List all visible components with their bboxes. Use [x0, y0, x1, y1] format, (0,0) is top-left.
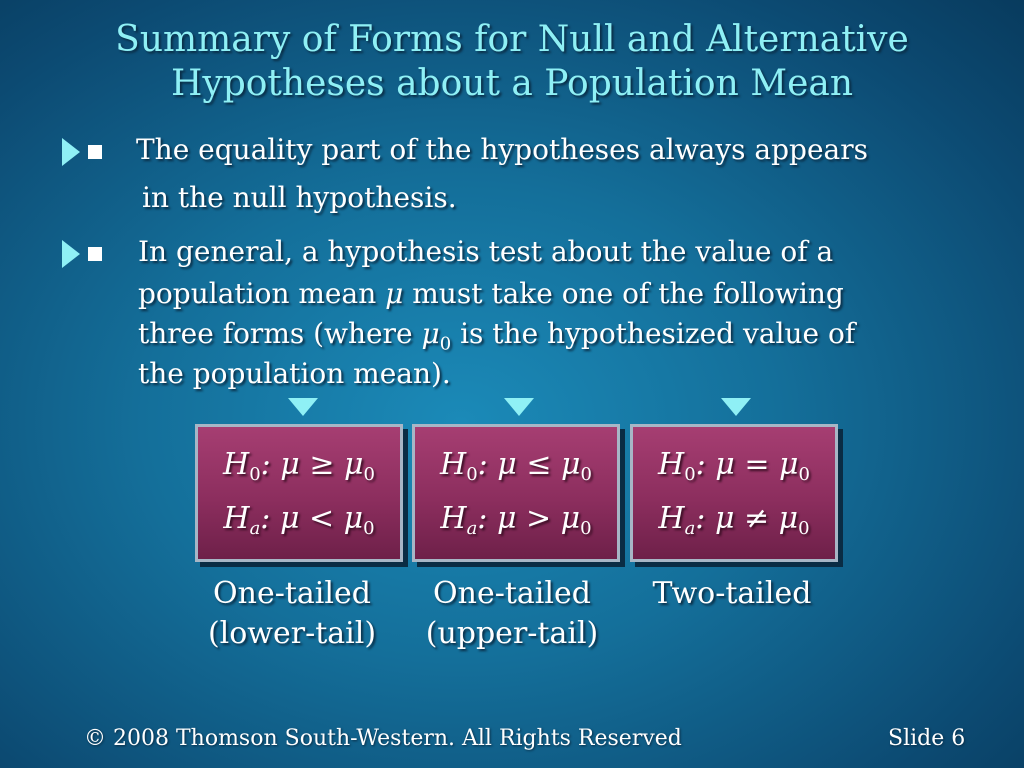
relation: : μ ≠ μ — [695, 501, 799, 536]
label-two-tailed — [612, 574, 852, 614]
mu-subscript: 0 — [363, 518, 375, 539]
form-box-upper-tail — [412, 424, 620, 562]
h-symbol: H — [223, 501, 250, 536]
slide-title — [0, 18, 1024, 106]
title-line-1: Summary of Forms for Null and Alternative — [115, 19, 909, 60]
slide-number: Slide 6 — [888, 726, 966, 751]
bullet2-line1: In general, a hypothesis test about the value of a — [138, 235, 834, 268]
mu-subscript: 0 — [798, 518, 810, 539]
down-arrow-icon — [288, 398, 318, 416]
null-hypothesis — [415, 447, 617, 485]
label-line-1: Two-tailed — [652, 576, 812, 611]
bullet2-line3-a: three forms (where — [138, 317, 413, 350]
alternative-hypothesis — [415, 501, 617, 539]
bullet-marker — [62, 240, 108, 268]
mu-subscript: 0 — [580, 464, 592, 485]
mu-subscript: 0 — [580, 518, 592, 539]
h-symbol: H — [658, 447, 685, 482]
down-arrow-icon — [504, 398, 534, 416]
square-bullet-icon — [88, 247, 102, 261]
null-hypothesis — [633, 447, 835, 485]
relation: : μ ≤ μ — [477, 447, 581, 482]
mu-symbol: μ — [421, 317, 440, 350]
h-symbol: H — [658, 501, 685, 536]
mu-subscript: 0 — [439, 333, 452, 355]
copyright-footer: © 2008 Thomson South-Western. All Rights Reserved — [84, 726, 682, 751]
square-bullet-icon — [88, 145, 102, 159]
triangle-pointer-icon — [62, 240, 80, 268]
label-upper-tail — [392, 574, 632, 654]
relation: : μ = μ — [695, 447, 799, 482]
mu-symbol: μ — [385, 277, 404, 310]
form-box-two-tailed — [630, 424, 838, 562]
bullet2-line2-b: must take one of the following — [412, 277, 844, 310]
bullet2-line3-b: is the hypothesized value of — [460, 317, 856, 350]
relation: : μ < μ — [260, 501, 364, 536]
mu-subscript: 0 — [798, 464, 810, 485]
h-symbol: H — [440, 447, 467, 482]
label-line-1: One-tailed — [213, 576, 371, 611]
bullet1-line2: in the null hypothesis. — [142, 181, 457, 214]
h-subscript: 0 — [466, 464, 478, 485]
h-subscript: 0 — [249, 464, 261, 485]
form-box-lower-tail — [195, 424, 403, 562]
h-symbol: H — [223, 447, 250, 482]
relation: : μ ≥ μ — [260, 447, 364, 482]
h-symbol: H — [440, 501, 467, 536]
bullet1-line1: The equality part of the hypotheses always appears — [136, 133, 868, 166]
title-line-2: Hypotheses about a Population Mean — [170, 63, 854, 104]
triangle-pointer-icon — [62, 138, 80, 166]
h-subscript: 0 — [684, 464, 696, 485]
label-lower-tail — [172, 574, 412, 654]
down-arrow-icon — [721, 398, 751, 416]
bullet-marker — [62, 138, 108, 166]
mu-subscript: 0 — [363, 464, 375, 485]
bullet2-line4: the population mean). — [138, 357, 451, 390]
alternative-hypothesis — [633, 501, 835, 539]
alternative-hypothesis — [198, 501, 400, 539]
h-subscript: a — [466, 518, 478, 539]
label-line-1: One-tailed — [433, 576, 591, 611]
h-subscript: a — [684, 518, 696, 539]
bullet2-line2 — [138, 274, 844, 314]
label-line-2: (upper-tail) — [425, 616, 599, 651]
label-line-2: (lower-tail) — [207, 616, 377, 651]
null-hypothesis — [198, 447, 400, 485]
relation: : μ > μ — [477, 501, 581, 536]
bullet2-line2-a: population mean — [138, 277, 377, 310]
h-subscript: a — [249, 518, 261, 539]
